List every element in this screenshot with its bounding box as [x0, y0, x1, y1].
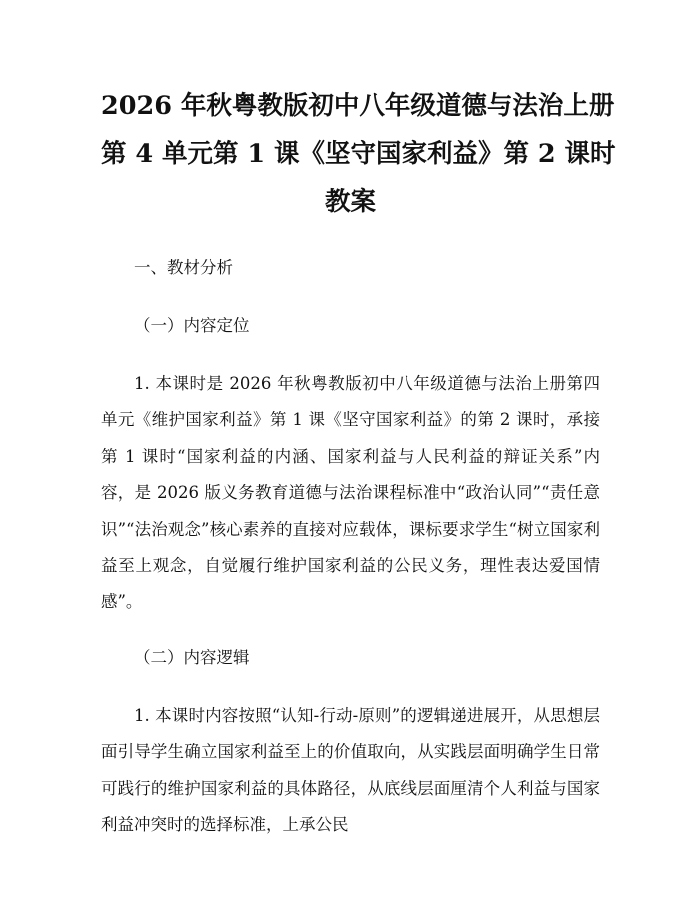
title-line-3: 教案: [324, 187, 376, 217]
document-title: [101, 82, 616, 226]
paragraph-content-positioning: 1. 本课时是 2026 年秋粤教版初中八年级道德与法治上册第四单元《维护国家利益》第 1 课《坚守国家利益》的第 2 课时，承接第 1 课时“国家利益的内涵、国家利益与人民利益的辩证关系”内容，是 2026 版义务教育道德与法治课程标准中“政治认同”“责任意识”“法治观念”核心素养的直接对应载体，课标要求学生“树立国家利益至上观念，自觉履行维护国家利益的公民义务，理性表达爱国情感”。: [101, 374, 600, 612]
section-heading-textbook-analysis: 一、教材分析: [134, 258, 233, 277]
paragraph-content-logic: 1. 本课时内容按照“认知-行动-原则”的逻辑递进展开，从思想层面引导学生确立国家利益至上的价值取向，从实践层面明确学生日常可践行的维护国家利益的具体路径，从底线层面厘清个人利益与国家利益冲突时的选择标准，上承公民: [101, 705, 600, 835]
title-line-2: 第 4 单元第 1 课《坚守国家利益》第 2 课时: [101, 139, 616, 169]
title-line-1: 2026 年秋粤教版初中八年级道德与法治上册: [101, 91, 615, 121]
subsection-heading-content-positioning: （一）内容定位: [134, 316, 250, 335]
subsection-heading-content-logic: （二）内容逻辑: [134, 647, 250, 667]
